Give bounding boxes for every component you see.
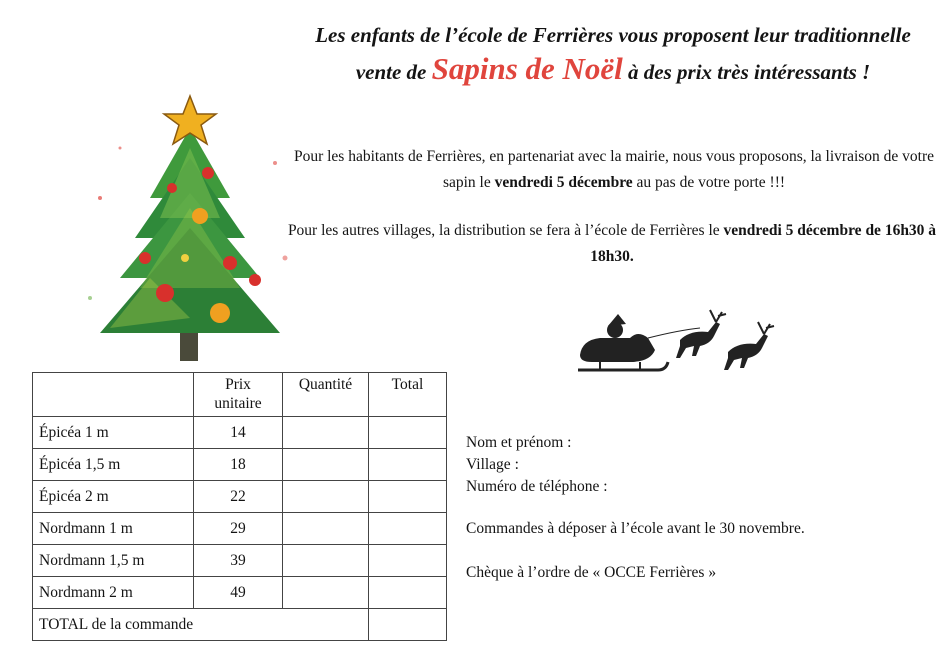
table-row [33, 513, 447, 545]
quantity-cell[interactable] [283, 481, 369, 513]
distribution-text: Pour les autres villages, la distribution se fera à l’école de Ferrières le [287, 222, 724, 239]
name-field-label[interactable]: Nom et prénom : [466, 434, 572, 451]
delivery-text-2: au pas de votre porte !!! [632, 174, 786, 191]
quantity-cell[interactable] [283, 513, 369, 545]
distribution-paragraph [280, 218, 938, 270]
christmas-tree-icon [80, 88, 300, 368]
order-form [466, 432, 926, 584]
product-name: Nordmann 1,5 m [33, 545, 194, 577]
santa-sleigh-icon [570, 300, 788, 385]
headline-text-2: à des prix très intéressants ! [622, 60, 871, 84]
total-cell[interactable] [369, 449, 447, 481]
unit-price: 49 [194, 577, 283, 609]
product-name: Épicéa 1 m [33, 417, 194, 449]
village-field-label[interactable]: Village : [466, 456, 519, 473]
phone-field-label[interactable]: Numéro de téléphone : [466, 478, 608, 495]
product-name: Épicéa 2 m [33, 481, 194, 513]
header-quantity: Quantité [283, 373, 369, 417]
table-row [33, 577, 447, 609]
order-table [32, 372, 447, 641]
header-product [33, 373, 194, 417]
headline-accent: Sapins de Noël [431, 51, 623, 86]
delivery-date: vendredi 5 décembre [494, 174, 633, 191]
total-cell[interactable] [369, 577, 447, 609]
unit-price: 14 [194, 417, 283, 449]
table-row [33, 449, 447, 481]
total-cell[interactable] [369, 513, 447, 545]
cheque-instructions: Chèque à l’ordre de « OCCE Ferrières » [466, 564, 717, 581]
table-total-row [33, 609, 447, 641]
quantity-cell[interactable] [283, 545, 369, 577]
total-cell[interactable] [369, 417, 447, 449]
delivery-paragraph [280, 144, 938, 196]
quantity-cell[interactable] [283, 577, 369, 609]
headline [300, 18, 926, 89]
order-deadline: Commandes à déposer à l’école avant le 30 novembre. [466, 520, 805, 537]
table-row [33, 481, 447, 513]
total-cell[interactable] [369, 545, 447, 577]
total-cell[interactable] [369, 481, 447, 513]
product-name: Épicéa 1,5 m [33, 449, 194, 481]
unit-price: 18 [194, 449, 283, 481]
grand-total-cell[interactable] [369, 609, 447, 641]
unit-price: 29 [194, 513, 283, 545]
table-row [33, 545, 447, 577]
product-name: Nordmann 2 m [33, 577, 194, 609]
delivery-text-1: Pour les habitants de Ferrières, en partenariat avec la mairie, nous vous proposons, la livraison de votre sapin le [293, 148, 935, 191]
header-unit-price: Prix unitaire [194, 373, 283, 417]
unit-price: 39 [194, 545, 283, 577]
total-label: TOTAL de la commande [33, 609, 369, 641]
header-total: Total [369, 373, 447, 417]
quantity-cell[interactable] [283, 417, 369, 449]
table-row [33, 417, 447, 449]
headline-text-1: Les enfants de l’école de Ferrières vous proposent leur traditionnelle vente de [315, 23, 911, 84]
quantity-cell[interactable] [283, 449, 369, 481]
unit-price: 22 [194, 481, 283, 513]
product-name: Nordmann 1 m [33, 513, 194, 545]
table-header-row [33, 373, 447, 417]
distribution-date: vendredi 5 décembre de 16h30 à 18h30. [590, 222, 937, 265]
